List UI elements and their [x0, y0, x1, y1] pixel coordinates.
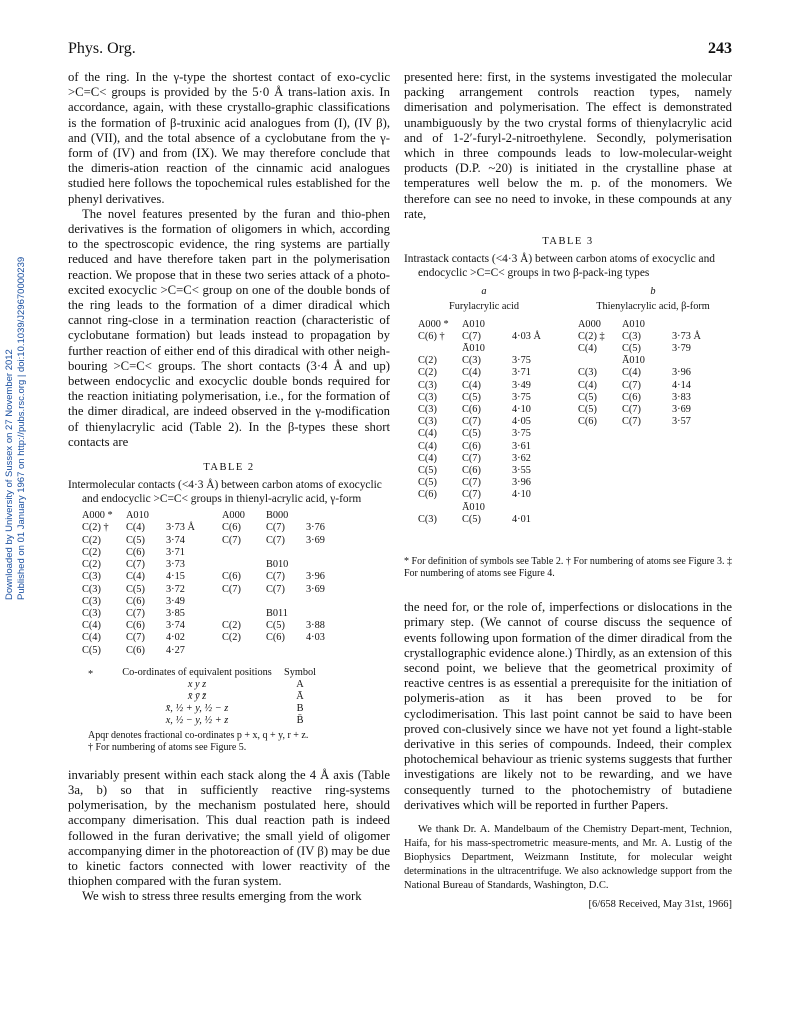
- table-row: [418, 465, 556, 477]
- table-cell: 3·96: [512, 477, 531, 489]
- table-cell: [512, 319, 556, 331]
- left-paragraph-4: We wish to stress three results emerging from the work: [82, 889, 362, 904]
- table-row: [82, 608, 340, 620]
- table-cell: C(5): [418, 465, 437, 477]
- table-cell: C(6): [222, 571, 241, 583]
- symbol-value: B: [296, 702, 304, 714]
- table-cell: C(3): [82, 571, 101, 583]
- table-cell: C(2): [222, 632, 241, 644]
- coordinates-block: [68, 667, 390, 727]
- table-3b-head: Thienylacrylic acid, β-form: [596, 301, 710, 313]
- table-cell: 4·10: [512, 489, 531, 501]
- table-cell: [418, 343, 462, 355]
- table-cell: 3·75: [512, 391, 531, 403]
- coordinate-value: x y z: [187, 678, 207, 690]
- table-cell: C(3): [418, 379, 437, 391]
- table-cell: C(6): [418, 489, 437, 501]
- page-number: 243: [708, 40, 732, 57]
- table-cell: A000: [222, 510, 245, 522]
- table-row: [418, 367, 556, 379]
- table-cell: C(7): [462, 452, 481, 464]
- table-cell: 3·69: [306, 583, 325, 595]
- table-cell: [222, 596, 266, 608]
- table-row: [578, 319, 716, 331]
- left-column: [68, 70, 390, 905]
- table-cell: [418, 502, 462, 514]
- table-cell: C(3): [578, 367, 597, 379]
- table-cell: 4·27: [166, 644, 185, 656]
- table-cell: C(7): [126, 559, 145, 571]
- table-cell: C(7): [266, 522, 285, 534]
- table-cell: 3·71: [166, 546, 185, 558]
- table-cell: 4·03: [306, 632, 325, 644]
- table-cell: C(3): [418, 416, 437, 428]
- table-cell: C(4): [418, 428, 437, 440]
- table-cell: [512, 502, 556, 514]
- table-cell: C(5): [462, 513, 481, 525]
- table-cell: 3·55: [512, 465, 531, 477]
- table-cell: C(7): [622, 416, 641, 428]
- table-2-caption: Intermolecular contacts (<4·3 Å) between carbon atoms of exocyclic and endocyclic >C=C< groups in thienyl-acrylic acid, γ-form: [68, 479, 382, 505]
- table-cell: [672, 355, 716, 367]
- table-cell: C(2) ‡: [578, 330, 605, 342]
- table-cell: 3·69: [306, 534, 325, 546]
- table-cell: 3·72: [166, 583, 185, 595]
- table-cell: 3·71: [512, 367, 531, 379]
- downloaded-note: Downloaded by University of Sussex on 27 November 2012: [4, 349, 15, 600]
- table-cell: A010: [126, 510, 149, 522]
- table-row: [418, 502, 556, 514]
- journal-name: Phys. Org.: [68, 40, 136, 57]
- table-cell: 3·75: [512, 355, 531, 367]
- table-cell: C(6): [462, 404, 481, 416]
- table-3-caption: Intrastack contacts (<4·3 Å) between carbon atoms of exocyclic and endocyclic >C=C< groups in two β-pack-ing types: [404, 253, 715, 279]
- table-cell: B010: [266, 559, 289, 571]
- symbol-head: Symbol: [284, 666, 317, 678]
- table-cell: [306, 645, 340, 657]
- table-cell: C(6): [462, 465, 481, 477]
- table-row: [418, 392, 556, 404]
- table-row: [578, 343, 716, 355]
- table-row: [82, 571, 340, 583]
- table-cell: 3·73 Å: [672, 330, 701, 342]
- table-2-footnote-2: † For numbering of atoms see Figure 5.: [88, 741, 247, 753]
- table-cell: C(7): [622, 404, 641, 416]
- table-cell: 3·73 Å: [166, 522, 195, 534]
- table-cell: C(3): [418, 513, 437, 525]
- table-cell: 3·75: [512, 428, 531, 440]
- table-row: [418, 355, 556, 367]
- table-cell: [512, 343, 556, 355]
- table-cell: C(7): [126, 607, 145, 619]
- table-cell: [166, 510, 222, 522]
- table-cell: A000: [578, 318, 601, 330]
- table-cell: [266, 596, 306, 608]
- table-cell: C(3): [622, 330, 641, 342]
- table-row: [82, 535, 340, 547]
- table-cell: C(3): [82, 595, 101, 607]
- table-cell: A000 *: [82, 510, 113, 522]
- table-cell: 4·14: [672, 379, 691, 391]
- table-cell: [306, 510, 340, 522]
- table-cell: C(6): [578, 416, 597, 428]
- running-header: [68, 40, 732, 62]
- table-row: [418, 514, 556, 526]
- table-cell: 3·69: [672, 404, 691, 416]
- table-cell: 3·62: [512, 452, 531, 464]
- table-cell: C(5): [462, 428, 481, 440]
- coordinates-table: [116, 667, 322, 727]
- download-sidebar: [0, 0, 27, 1033]
- left-paragraph-3: invariably present within each stack along the 4 Å axis (Table 3a, b) so that in sufficiently reactive ring-systems polymerisation, by the mechanism postulated here, should accompany dimerisation. This dual reaction path is indeed followed in the furan derivative; the small yield of oligomer accompanying dimer in the photoreaction of (IV β) may be due to kinetic factors connected with lower reactivity of the thiophen compared with the furan system.: [68, 767, 390, 889]
- table-cell: C(4): [462, 367, 481, 379]
- table-row: [418, 477, 556, 489]
- received-note: [6/658 Received, May 31st, 1966]: [588, 899, 732, 911]
- table-cell: 4·05: [512, 416, 531, 428]
- table-cell: C(6): [126, 644, 145, 656]
- table-cell: C(7): [266, 571, 285, 583]
- table-cell: C(2): [82, 546, 101, 558]
- table-cell: C(5): [126, 534, 145, 546]
- table-3: [404, 284, 732, 554]
- table-cell: 3·49: [512, 379, 531, 391]
- table-cell: [672, 319, 716, 331]
- table-cell: C(7): [462, 330, 481, 342]
- symbol-value: Ā: [296, 690, 304, 702]
- table-cell: C(2): [82, 534, 101, 546]
- published-note[interactable]: Published on 01 January 1967 on http://pubs.rsc.org | doi:10.1039/J29670000239: [16, 256, 27, 600]
- symbol-value: B̄: [296, 714, 304, 726]
- table-cell: 4·15: [166, 571, 185, 583]
- right-column: [404, 70, 732, 912]
- coord-head: Co-ordinates of equivalent positions: [122, 666, 272, 678]
- table-cell: [306, 559, 340, 571]
- table-cell: C(3): [418, 404, 437, 416]
- table-cell: A010: [462, 318, 485, 330]
- table-cell: A010: [622, 318, 645, 330]
- table-3b: [574, 284, 732, 428]
- coordinate-row: [116, 703, 322, 715]
- symbol-value: A: [296, 678, 304, 690]
- table-cell: 3·74: [166, 534, 185, 546]
- table-row: [418, 319, 556, 331]
- table-cell: C(4): [462, 379, 481, 391]
- table-cell: C(6): [462, 440, 481, 452]
- table-cell: 4·03 Å: [512, 330, 541, 342]
- table-cell: 4·10: [512, 404, 531, 416]
- table-row: [82, 632, 340, 644]
- table-row: [418, 441, 556, 453]
- table-cell: C(5): [266, 620, 285, 632]
- left-paragraph-2: The novel features presented by the furan and thio-phen derivatives is the formation of oligomers in which, according to the spectroscopic evidence, the ring systems are partially reduced and have therefore taken part in the polymerisation reaction. We propose that in these two series attack of a photo-excited exocyclic >C=C< group on one of the double bonds of the ring leads to the formation of a dimer diradical which cannot ring-close in a termination reaction (characteristic of cyclobutane formation) but leads instead to propagation by further reaction of either end of this diradical with other neigh-bouring >C=C< groups. The short contacts (3·4 Å and up) between endocyclic and exocyclic double bonds required for the reaction initiating polymerisation, i.e., for the formation of the dimer diradical, are indeed observed in the γ-modification of thienylacrylic acid (Table 2). In the β-types these short contacts are: [68, 206, 390, 449]
- table-cell: [306, 596, 340, 608]
- table-cell: C(6): [126, 546, 145, 558]
- table-cell: C(5): [622, 343, 641, 355]
- table-row: [82, 596, 340, 608]
- table-3a: [404, 284, 564, 526]
- table-cell: C(7): [266, 534, 285, 546]
- table-row: [82, 645, 340, 657]
- table-row: [578, 392, 716, 404]
- table-cell: [306, 608, 340, 620]
- table-row: [578, 380, 716, 392]
- table-cell: Ā010: [622, 355, 645, 367]
- table-cell: C(5): [462, 391, 481, 403]
- table-3a-head: Furylacrylic acid: [448, 301, 520, 313]
- table-cell: C(7): [462, 489, 481, 501]
- table-cell: C(4): [82, 632, 101, 644]
- table-cell: Ā010: [462, 343, 485, 355]
- table-cell: 3·88: [306, 620, 325, 632]
- table-3b-label: b: [650, 286, 656, 298]
- coordinate-value: x̄, ½ + y, ½ − z: [165, 702, 229, 714]
- table-cell: C(3): [418, 391, 437, 403]
- table-row: [82, 547, 340, 559]
- table-row: [418, 343, 556, 355]
- table-cell: C(7): [266, 583, 285, 595]
- table-cell: C(4): [578, 343, 597, 355]
- coordinate-value: x̄ ȳ z̄: [187, 690, 207, 702]
- table-cell: 3·79: [672, 343, 691, 355]
- table-cell: 3·49: [166, 595, 185, 607]
- table-cell: C(2): [222, 620, 241, 632]
- left-paragraph-1: of the ring. In the γ-type the shortest contact of exo-cyclic >C=C< groups is provided by the 5·0 Å trans-lation axis. In accordance, again, with these crystallo-graphic classifications is the formation of β-truxinic acid analogues from (I), (IV β), and (VII), and the total absence of a cyclobutane from the γ-form of (IV) and from (IX). We may therefore conclude that the dimeris-ation reaction of the cinnamic acid analogues studied here follows the topochemical rules established for the phenyl derivatives.: [68, 70, 390, 206]
- table-cell: [306, 547, 340, 559]
- table-cell: C(6): [126, 595, 145, 607]
- table-cell: A000 *: [418, 318, 449, 330]
- table-cell: [222, 547, 266, 559]
- table-cell: C(6): [622, 391, 641, 403]
- table-cell: C(2): [418, 367, 437, 379]
- table-cell: C(2): [418, 355, 437, 367]
- table-cell: C(3): [462, 355, 481, 367]
- table-cell: [266, 547, 306, 559]
- table-cell: C(6): [126, 620, 145, 632]
- table-cell: C(6): [266, 632, 285, 644]
- table-cell: [578, 355, 622, 367]
- table-2-footnote-1: Apqr denotes fractional co-ordinates p + x, q + y, r + z.: [88, 729, 309, 741]
- table-row: [418, 404, 556, 416]
- table-3a-label: a: [481, 286, 487, 298]
- table-row: [578, 355, 716, 367]
- coordinate-row: [116, 715, 322, 727]
- table-row: [418, 428, 556, 440]
- table-cell: 3·61: [512, 440, 531, 452]
- table-cell: C(5): [126, 583, 145, 595]
- table-cell: C(4): [418, 440, 437, 452]
- table-cell: 3·83: [672, 391, 691, 403]
- table-cell: 3·76: [306, 522, 325, 534]
- table-cell: B011: [266, 607, 288, 619]
- right-paragraph-2: the need for, or the role of, imperfections or dislocations in the primary step. (We cannot of course discuss the sequence of events following upon formation of the dimer diradical from the crystallographic evidence alone.) Thirdly, as an extension of this second point, we believe that the geometrical proximity of reactive centres is as essential a prerequisite for the initiation of polymeris-ation as it has been proved to be for cyclodimerisation. This last point cannot be said to have been proved con-clusively since we have not yet found a light-stable derivative in this series of compounds. Indeed, their complex photochemical behaviour as trienic systems suggests that further investigations are likely not to be rewarding, and we have consequently turned to the photochemistry of butadiene derivatives which will be reported in further Papers.: [404, 600, 732, 812]
- table-cell: C(5): [82, 644, 101, 656]
- table-cell: C(4): [578, 379, 597, 391]
- table-cell: 3·57: [672, 416, 691, 428]
- table-cell: [222, 608, 266, 620]
- table-row: [578, 404, 716, 416]
- table-cell: C(2) †: [82, 522, 109, 534]
- table-cell: C(6) †: [418, 330, 445, 342]
- table-3-title: TABLE 3: [542, 236, 594, 248]
- table-cell: [266, 645, 306, 657]
- table-cell: [222, 559, 266, 571]
- table-cell: C(7): [126, 632, 145, 644]
- table-3-footnote: * For definition of symbols see Table 2. † For numbering of atoms see Figure 3. ‡ For numbering of atoms see Figure 4.: [404, 556, 732, 580]
- table-cell: 4·01: [512, 513, 531, 525]
- table-cell: C(7): [222, 534, 241, 546]
- table-row: [418, 416, 556, 428]
- coordinate-row: [116, 691, 322, 703]
- table-cell: C(5): [578, 391, 597, 403]
- table-cell: 3·85: [166, 607, 185, 619]
- table-cell: C(7): [222, 583, 241, 595]
- table-row: [82, 559, 340, 571]
- table-cell: C(7): [462, 416, 481, 428]
- table-cell: C(4): [82, 620, 101, 632]
- table-cell: 3·96: [672, 367, 691, 379]
- table-cell: C(7): [462, 477, 481, 489]
- table-row: [578, 331, 716, 343]
- table-row: [82, 620, 340, 632]
- table-row: [82, 522, 340, 534]
- table-cell: C(6): [222, 522, 241, 534]
- table-cell: 3·73: [166, 559, 185, 571]
- table-cell: C(5): [578, 404, 597, 416]
- acknowledgements: We thank Dr. A. Mandelbaum of the Chemistry Depart-ment, Technion, Haifa, for his mass-spectrometric measure-ments, and Mr. A. Lustig of the Biophysics Department, Weizmann Institute, for molecular weight determinations in the ultracentrifuge. We also acknowledge support from the National Bureau of Standards, Washington, D.C.: [404, 824, 732, 892]
- table-cell: C(2): [82, 559, 101, 571]
- table-row: [418, 489, 556, 501]
- table-cell: B000: [266, 510, 289, 522]
- table-row: [418, 453, 556, 465]
- table-cell: C(4): [126, 522, 145, 534]
- table-cell: C(7): [622, 379, 641, 391]
- right-paragraph-1: presented here: first, in the systems investigated the molecular packing arrangement controls reaction types, namely dimerisation and polymerisation. The effect is demonstrated unambiguously by the two crystal forms of thienylacrylic acid and of 1-2′-furyl-2-nitroethylene. Secondly, polymerisation which in three compounds leads to low-molecular-weight products (D.P. ~20) is initiated in the crystalline phase at temperatures well below the m. p. of the monomers. We therefore can see no need to invoke, in these compounds at any rate,: [404, 70, 732, 221]
- table-row: [418, 380, 556, 392]
- coordinate-row: [116, 679, 322, 691]
- table-cell: 3·96: [306, 571, 325, 583]
- table-cell: C(4): [126, 571, 145, 583]
- table-row: [418, 331, 556, 343]
- table-cell: 4·02: [166, 632, 185, 644]
- table-row: [82, 510, 340, 522]
- table-row: [578, 416, 716, 428]
- table-cell: C(3): [82, 583, 101, 595]
- table-cell: Ā010: [462, 501, 485, 513]
- table-cell: [222, 645, 266, 657]
- table-2: [82, 510, 340, 656]
- table-2-title: TABLE 2: [203, 462, 255, 474]
- table-row: [82, 584, 340, 596]
- table-row: [578, 367, 716, 379]
- table-cell: C(4): [622, 367, 641, 379]
- coord-star: *: [88, 668, 94, 680]
- table-cell: C(4): [418, 452, 437, 464]
- table-cell: C(3): [82, 607, 101, 619]
- coordinate-value: x, ½ − y, ½ + z: [165, 714, 229, 726]
- table-cell: 3·74: [166, 620, 185, 632]
- table-cell: C(5): [418, 477, 437, 489]
